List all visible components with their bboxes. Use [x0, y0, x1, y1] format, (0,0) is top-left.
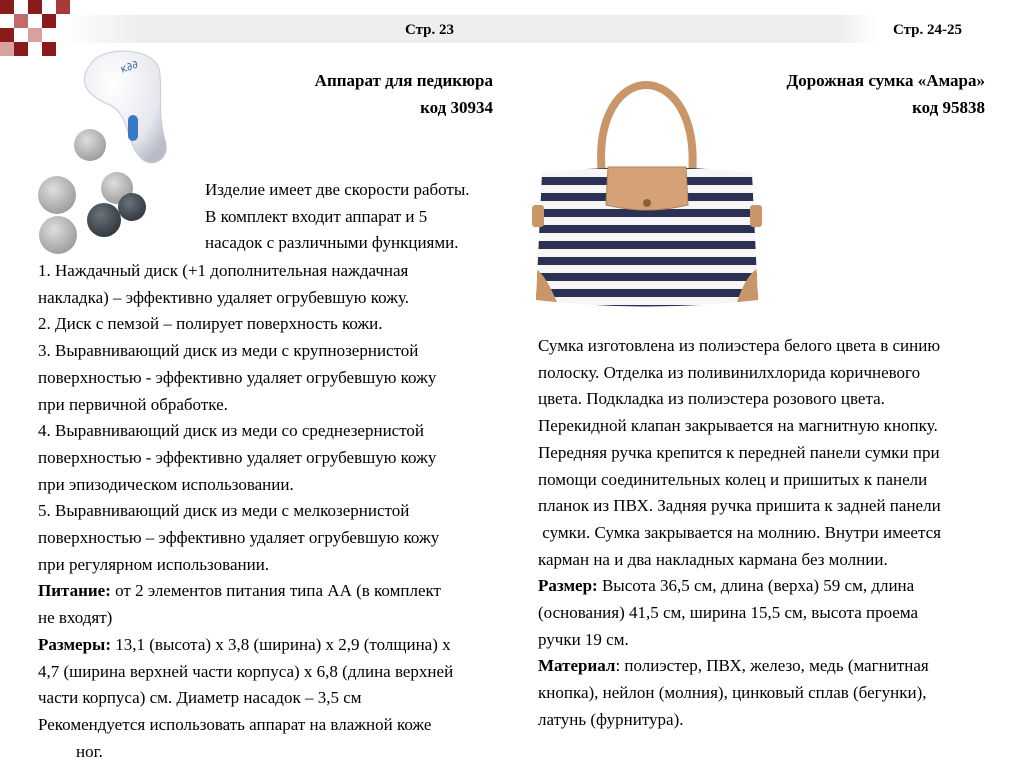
text-line: при первичной обработке. [38, 394, 228, 414]
text-line: Изделие имеет две скорости работы. [205, 180, 470, 199]
header-bar [62, 15, 1010, 43]
text-line: планок из ПВХ. Задняя ручка пришита к задней панели [538, 496, 941, 516]
material-label: Материал [538, 656, 616, 676]
text-line: цвета. Подкладка из полиэстера розового цвета. [538, 389, 885, 409]
text-line: поверхностью - эффективно удаляет огрубевшую кожу [38, 367, 437, 387]
product-intro [205, 177, 505, 257]
product-description-right [538, 333, 1008, 734]
text-line: полоску. Отделка из поливинилхлорида коричневого [538, 362, 921, 382]
power-label: Питание: [38, 581, 111, 601]
material-spec [538, 653, 1008, 680]
pedicure-device-image [30, 45, 200, 255]
text-line: сумки. Сумка закрывается на молнию. Внутри имеется [538, 522, 941, 542]
text-line: В комплект входит аппарат и 5 [205, 206, 428, 226]
product-code: код 95838 [912, 98, 985, 117]
size-label: Размеры: [38, 634, 111, 654]
page-number-right: Стр. 24-25 [893, 22, 963, 38]
text-line: не входят) [38, 608, 113, 628]
product-code: код 30934 [420, 98, 493, 117]
text-line: (основания) 41,5 см, ширина 15,5 см, высота проема [538, 603, 919, 623]
text-line: при эпизодическом использовании. [38, 474, 294, 494]
power-spec [38, 578, 508, 605]
product-title-left [260, 67, 493, 121]
text-line: при регулярном использовании. [38, 554, 270, 574]
text-line: части корпуса) см. Диаметр насадок – 3,5 см [38, 688, 362, 708]
material-value: : полиэстер, ПВХ, железо, медь (магнитная [615, 656, 929, 676]
text-line: ручки 19 см. [538, 629, 629, 649]
text-line: Перекидной клапан закрывается на магнитную кнопку. [538, 416, 938, 436]
text-line: латунь (фурнитура). [538, 709, 684, 729]
text-line: 4. Выравнивающий диск из меди со среднезернистой [38, 421, 425, 441]
size-value: Высота 36,5 см, длина (верха) 59 см, длина [597, 576, 915, 596]
travel-bag-image [530, 65, 765, 320]
text-line: кнопка), нейлон (молния), цинковый сплав (бегунки), [538, 683, 927, 703]
text-line: карман на и два накладных кармана без молнии. [538, 549, 888, 569]
svg-text:ᴋ∂∂: ᴋ∂∂ [118, 57, 140, 76]
text-line: 1. Наждачный диск (+1 дополнительная наждачная [38, 261, 409, 280]
text-line: ног. [76, 741, 103, 761]
power-value: от 2 элементов питания типа АА (в комплект [110, 581, 441, 601]
product-title-right [740, 67, 985, 121]
text-line: помощи соединительных колец и пришитых к панели [538, 469, 928, 489]
text-line: 4,7 (ширина верхней части корпуса) х 6,8 (длина верхней [38, 661, 454, 681]
page-number-left: Стр. 23 [405, 22, 455, 38]
text-line: Рекомендуется использовать аппарат на влажной коже [38, 714, 432, 734]
product-description-left [38, 258, 508, 765]
title-line: Аппарат для педикюра [314, 71, 493, 90]
text-line: поверхностью - эффективно удаляет огрубевшую кожу [38, 447, 437, 467]
text-line: 5. Выравнивающий диск из меди с мелкозернистой [38, 501, 410, 521]
size-value: 13,1 (высота) х 3,8 (ширина) х 2,9 (толщина) х [111, 634, 451, 654]
text-line: Сумка изготовлена из полиэстера белого цвета в синию [538, 336, 941, 355]
text-line: накладка) – эффективно удаляет огрубевшую кожу. [38, 287, 410, 307]
title-line: Дорожная сумка «Амара» [786, 71, 985, 90]
text-line: Передняя ручка крепится к передней панели сумки при [538, 442, 940, 462]
size-spec [38, 632, 508, 659]
size-spec [538, 573, 1008, 600]
text-line: 2. Диск с пемзой – полирует поверхность кожи. [38, 314, 383, 334]
text-line: насадок с различными функциями. [205, 233, 459, 253]
text-line: 3. Выравнивающий диск из меди с крупнозернистой [38, 341, 419, 361]
text-line: поверхностью – эффективно удаляет огрубевшую кожу [38, 528, 440, 548]
size-label: Размер: [538, 576, 598, 596]
